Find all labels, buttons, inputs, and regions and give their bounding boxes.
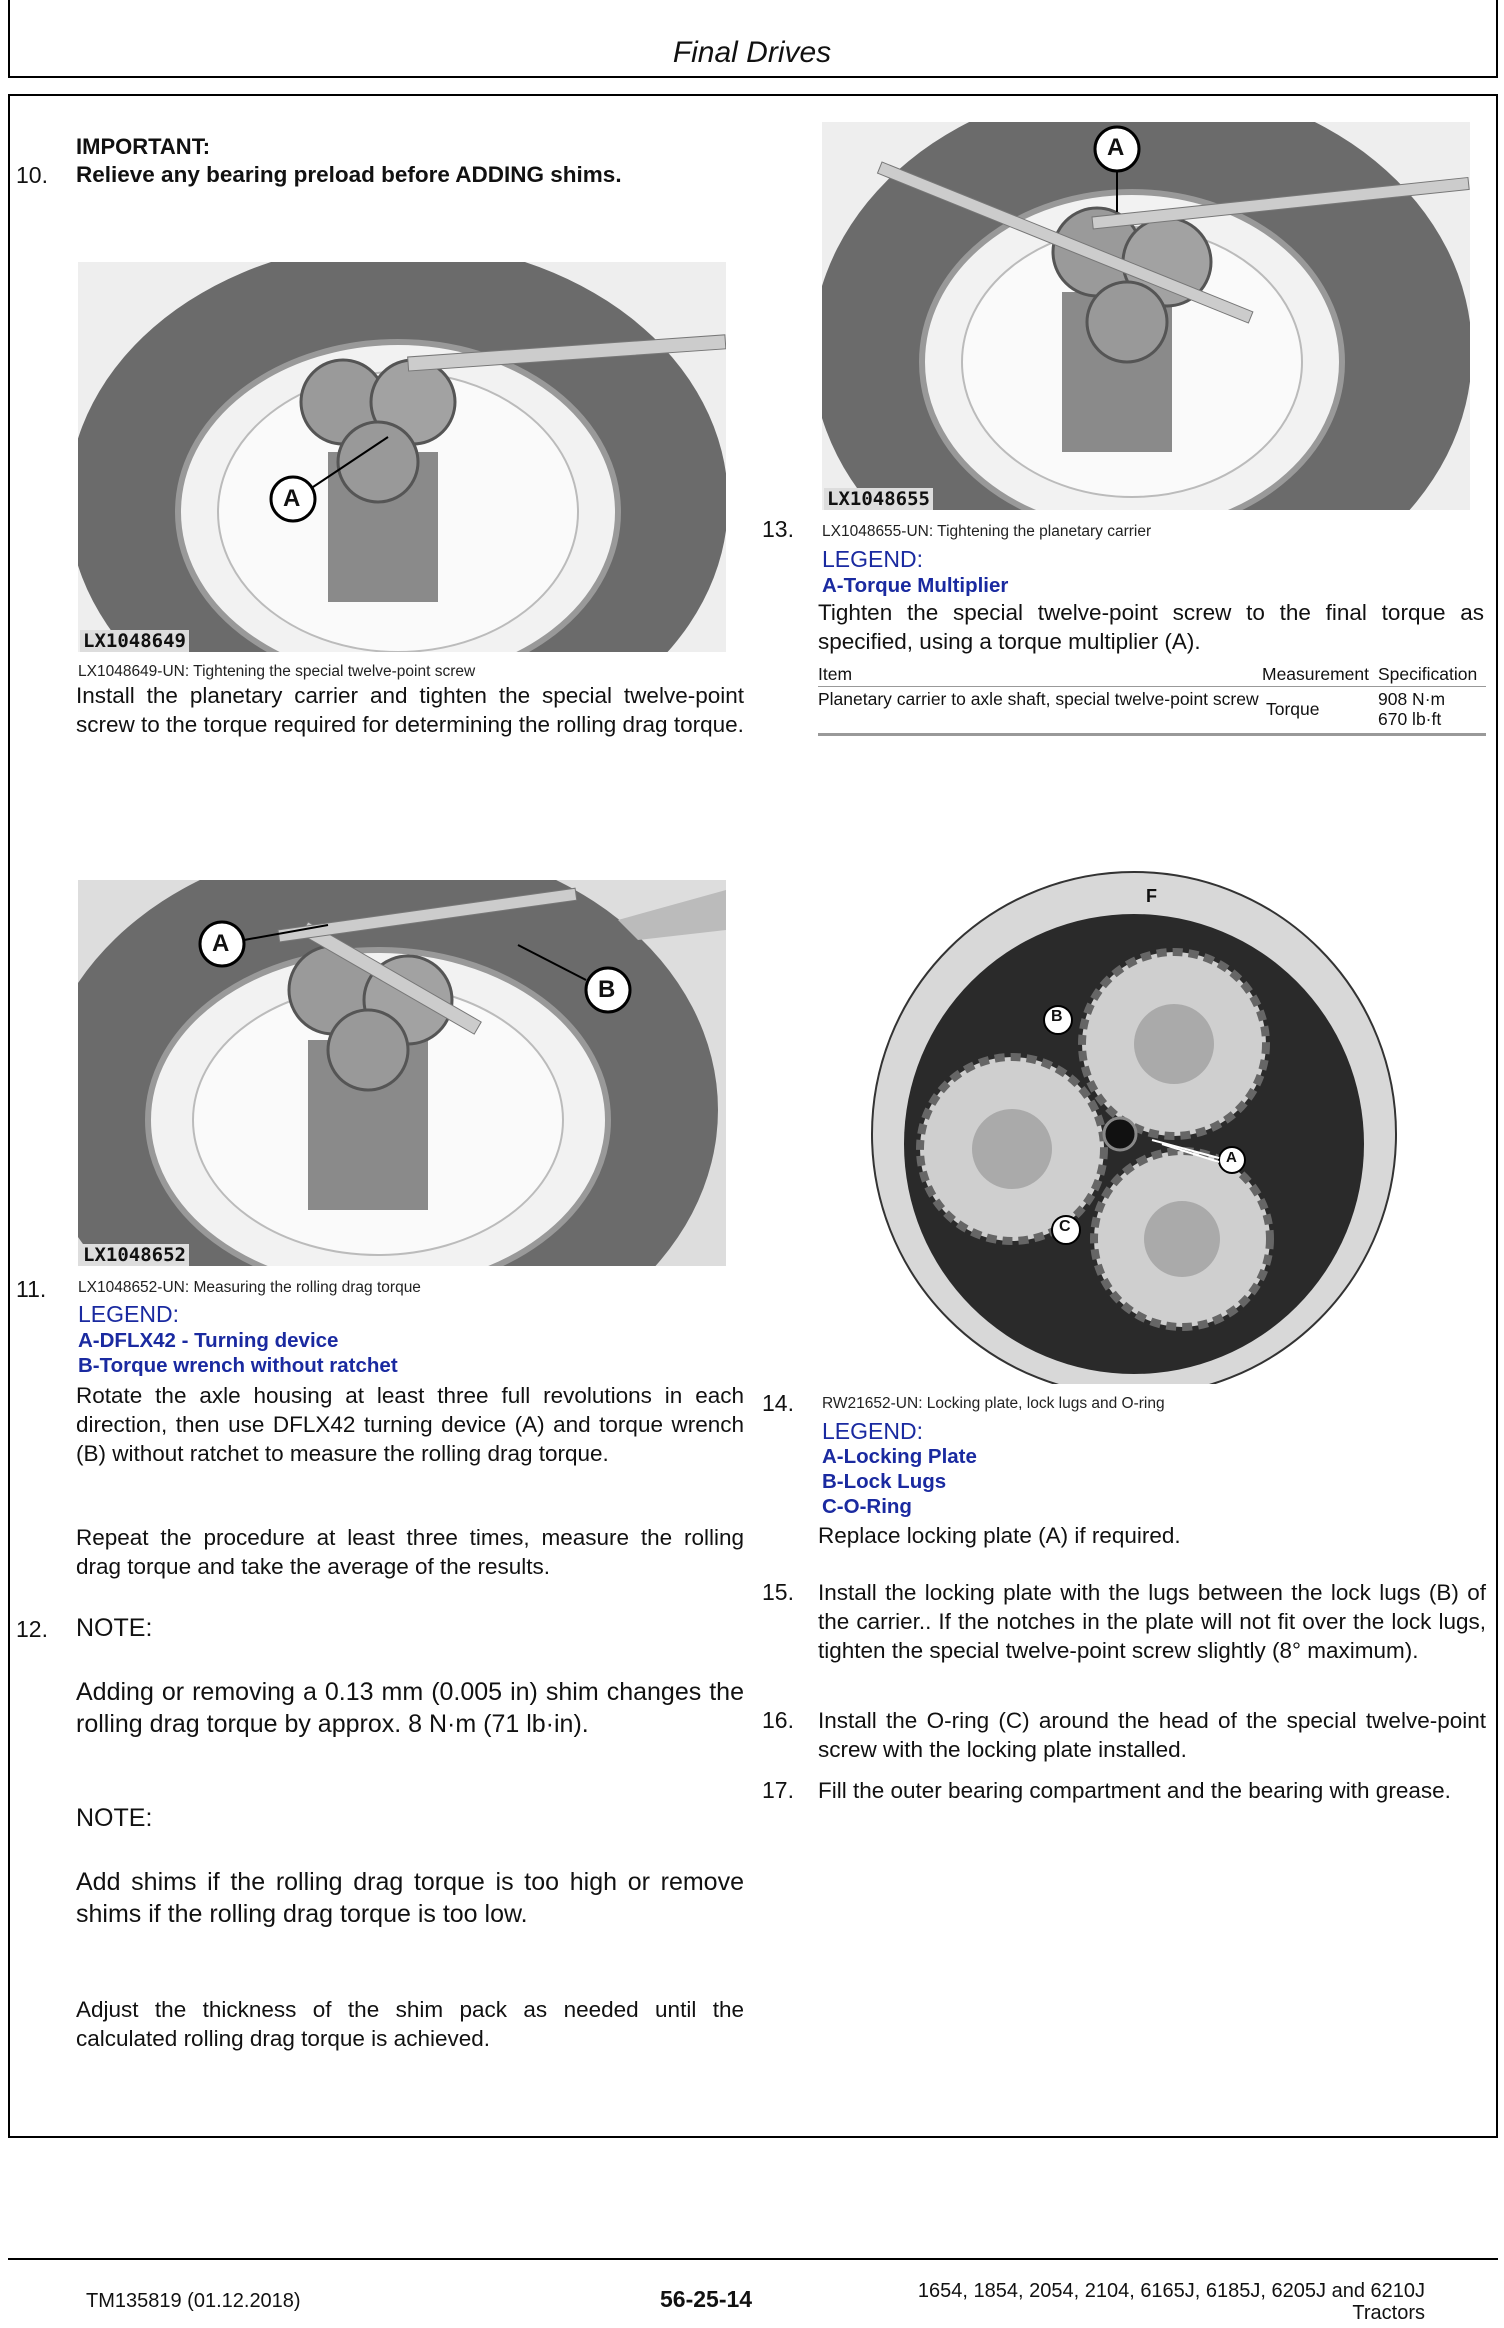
- spec-header-measurement: Measurement: [1262, 664, 1369, 684]
- footer-doc-id: TM135819 (01.12.2018): [86, 2290, 301, 2312]
- figure-code: LX1048652: [80, 1244, 189, 1266]
- legend-item-b: B-Torque wrench without ratchet: [78, 1354, 398, 1377]
- figure-code: LX1048655: [824, 488, 933, 510]
- step15-text: Install the locking plate with the lugs between the lock lugs (B) of the carrier.. If the notches in the plate will not fit over the lock lugs, tighten the special twelve-point screw slightly (8° maximum).: [818, 1580, 1486, 1663]
- callout-b-label: B: [1051, 1008, 1063, 1025]
- spec-item: Planetary carrier to axle shaft, special twelve-point screw: [818, 689, 1259, 709]
- step-number-17: 17.: [762, 1777, 794, 1803]
- step-number-15: 15.: [762, 1579, 794, 1605]
- step11-text: Rotate the axle housing at least three full revolutions in each direction, then use DFLX42 turning device (A) and torque wrench (B) without ratchet to measure the rolling drag torque.: [76, 1383, 744, 1466]
- legend-item-a: A-Torque Multiplier: [822, 574, 1009, 597]
- note-label: NOTE:: [76, 1804, 153, 1832]
- callout-a-label: A: [212, 930, 230, 957]
- figure-caption: LX1048655-UN: Tightening the planetary carrier: [822, 523, 1152, 540]
- tire-gear-illustration-2: [822, 122, 1470, 510]
- spec-table-header: [818, 664, 1486, 687]
- step-number-14: 14.: [762, 1390, 794, 1416]
- spec-table-row: [818, 687, 1486, 736]
- page-title: Final Drives: [672, 36, 832, 69]
- callout-a-label: A: [1107, 134, 1125, 161]
- note-text-shim: Adding or removing a 0.13 mm (0.005 in) shim changes the rolling drag torque by approx. 8 N·m (71 lb·in).: [76, 1678, 744, 1738]
- legend-title: LEGEND:: [822, 546, 923, 572]
- legend-title: LEGEND:: [78, 1301, 179, 1327]
- spec-header-specification: Specification: [1378, 664, 1478, 684]
- step17-text: Fill the outer bearing compartment and the bearing with grease.: [818, 1778, 1451, 1803]
- step-number-11: 11.: [16, 1276, 47, 1302]
- footer-page-number: 56-25-14: [660, 2286, 753, 2312]
- figure-caption: RW21652-UN: Locking plate, lock lugs and O-ring: [822, 1395, 1165, 1412]
- step-number-16: 16.: [762, 1707, 794, 1733]
- step14-text: Replace locking plate (A) if required.: [818, 1523, 1181, 1548]
- figure-tightening-screw: [78, 262, 726, 652]
- step12-text: Adjust the thickness of the shim pack as needed until the calculated rolling drag torque is achieved.: [76, 1997, 744, 2051]
- spec-value-imperial: 670 lb·ft: [1378, 709, 1442, 729]
- step11-text-repeat: Repeat the procedure at least three times, measure the rolling drag torque and take the average of the results.: [76, 1525, 744, 1579]
- footer-type: Tractors: [1352, 2302, 1425, 2324]
- step-number-12: 12.: [16, 1616, 48, 1642]
- legend-item-a: A-Locking Plate: [822, 1445, 977, 1468]
- spec-value-metric: 908 N·m: [1378, 689, 1446, 709]
- figure-caption: LX1048649-UN: Tightening the special twelve-point screw: [78, 663, 476, 680]
- legend-item-a: A-DFLX42 - Turning device: [78, 1329, 339, 1352]
- legend-item-c: C-O-Ring: [822, 1495, 912, 1518]
- callout-a-label: A: [1226, 1149, 1237, 1166]
- tire-gear-illustration-1: [78, 262, 726, 652]
- figure-measuring-drag-torque: [78, 880, 726, 1266]
- callout-a-label: A: [283, 485, 301, 512]
- callout-c-label: C: [1059, 1218, 1071, 1235]
- note-text-adjust: Add shims if the rolling drag torque is too high or remove shims if the rolling drag torque is too low.: [76, 1868, 744, 1928]
- step13-text: Tighten the special twelve-point screw to the final torque as specified, using a torque multiplier (A).: [818, 600, 1484, 654]
- planetary-gear-diagram: [822, 844, 1446, 1384]
- figure-code: LX1048649: [80, 630, 189, 652]
- step-number-10: 10.: [16, 162, 48, 188]
- spec-measurement: Torque: [1266, 699, 1320, 719]
- spec-table: [818, 664, 1486, 736]
- figure-locking-plate: [822, 844, 1446, 1384]
- legend-item-b: B-Lock Lugs: [822, 1470, 947, 1493]
- step16-text: Install the O-ring (C) around the head of the special twelve-point screw with the locking plate installed.: [818, 1708, 1486, 1762]
- spec-header-item: Item: [818, 664, 853, 684]
- footer-rule: [8, 2258, 1498, 2260]
- step-number-13: 13.: [762, 516, 794, 542]
- legend-title: LEGEND:: [822, 1418, 923, 1444]
- important-label: IMPORTANT:: [76, 134, 211, 159]
- footer-models: 1654, 1854, 2054, 2104, 6165J, 6185J, 6205J and 6210J: [917, 2280, 1425, 2302]
- figure-tightening-carrier: [822, 122, 1470, 510]
- note-label: NOTE:: [76, 1614, 153, 1642]
- important-text: Relieve any bearing preload before ADDING shims.: [76, 162, 622, 187]
- callout-top-label: F: [1146, 886, 1157, 906]
- callout-b-label: B: [598, 976, 616, 1003]
- install-carrier-text: Install the planetary carrier and tighten the special twelve-point screw to the torque required for determining the rolling drag torque.: [76, 683, 744, 737]
- figure-caption: LX1048652-UN: Measuring the rolling drag torque: [78, 1279, 421, 1296]
- tire-gear-illustration-3: [78, 880, 726, 1266]
